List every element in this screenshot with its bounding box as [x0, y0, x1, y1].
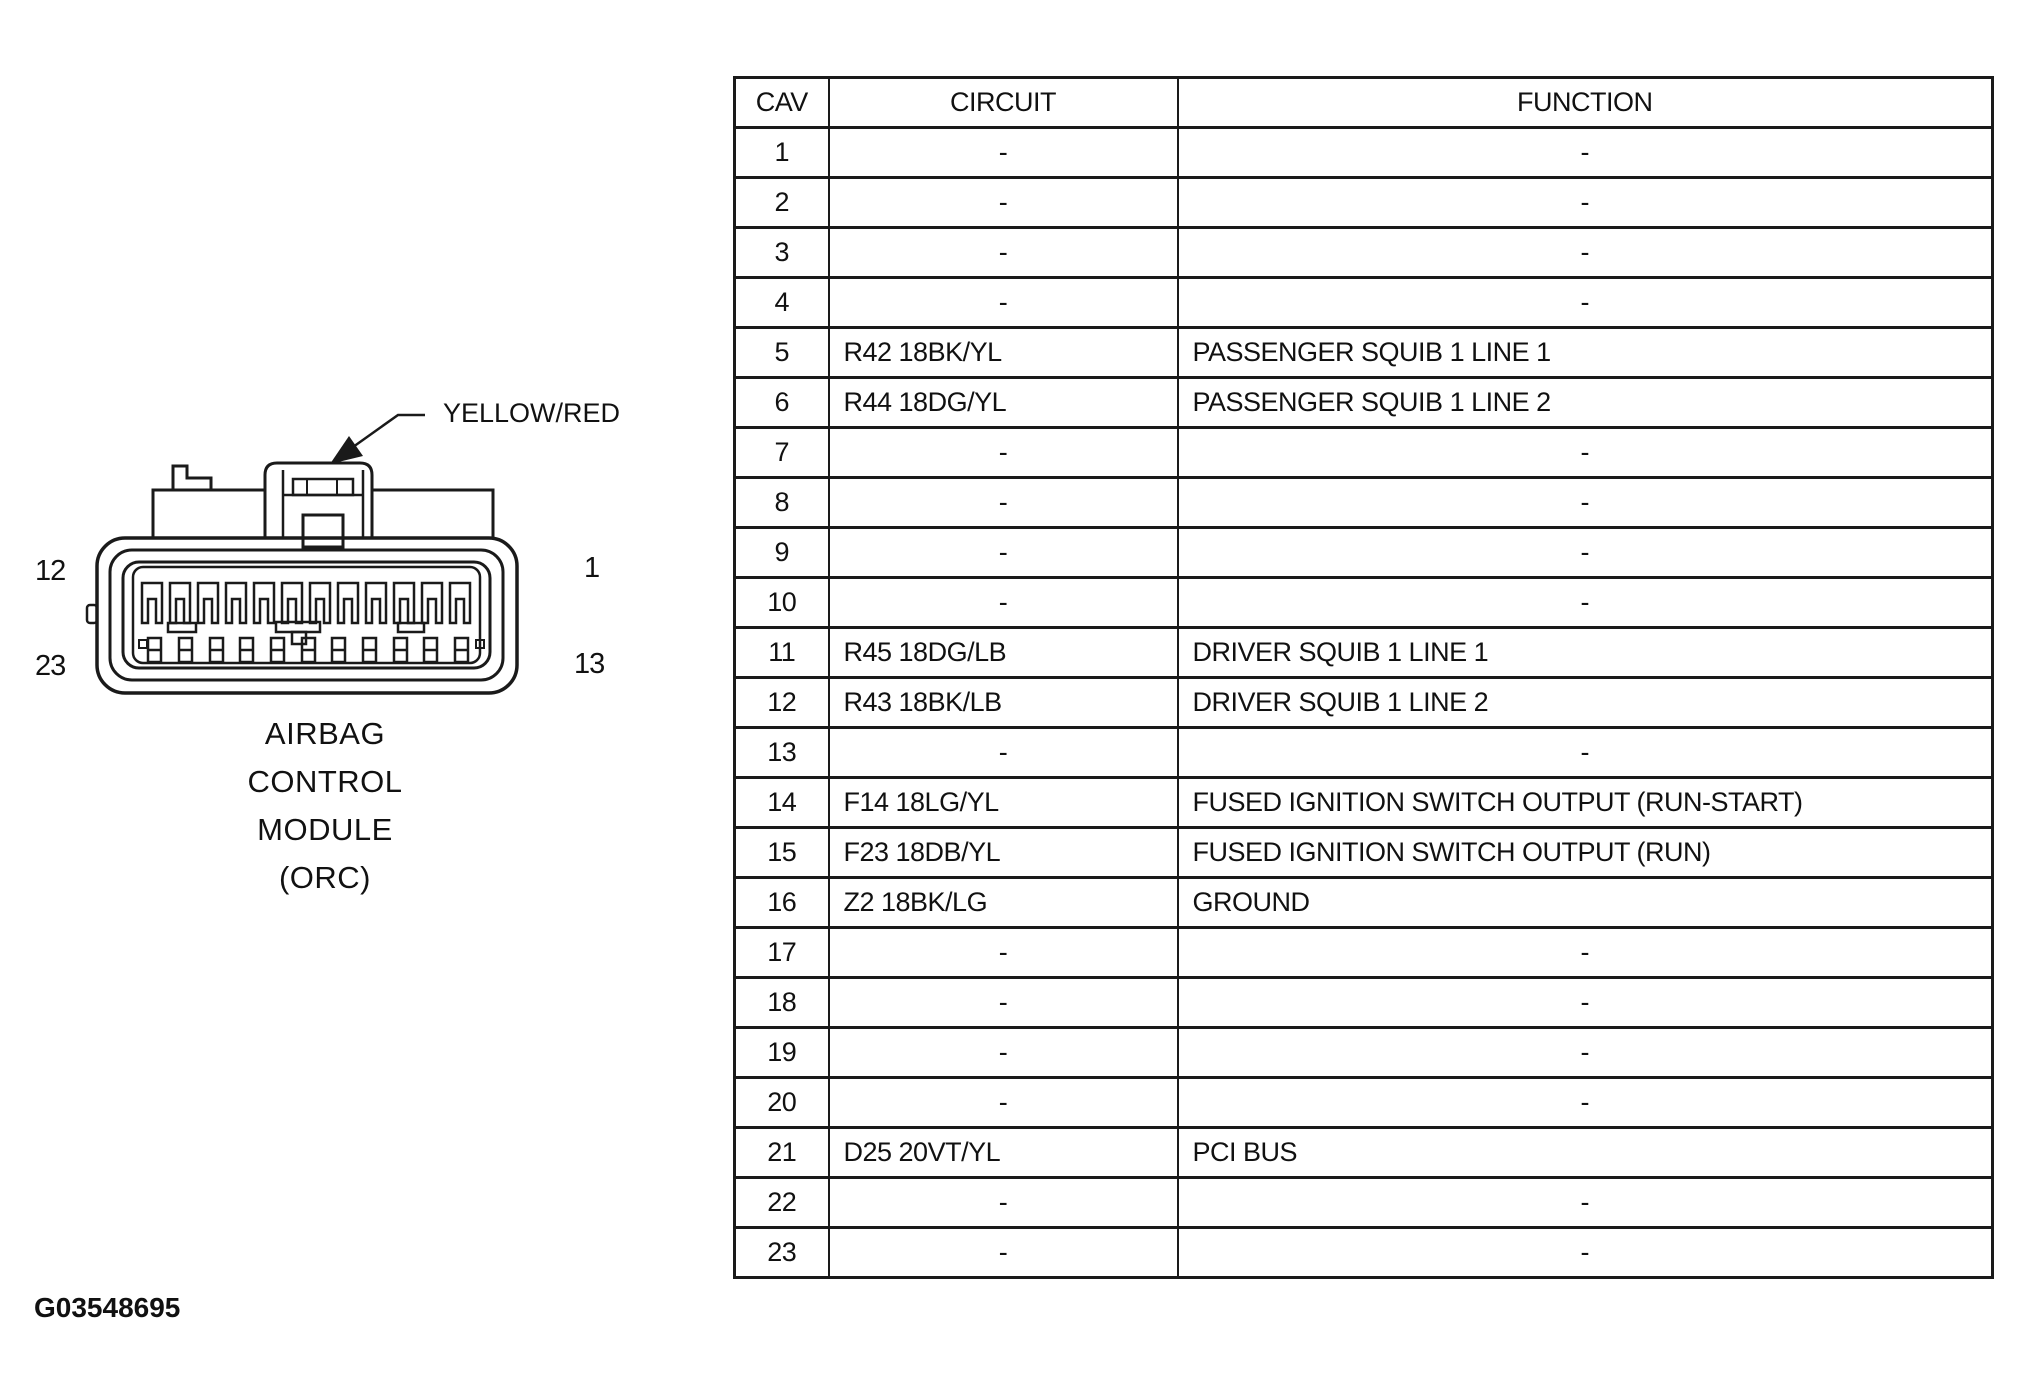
function-cell: - — [1178, 478, 1993, 528]
module-label-line: AIRBAG — [264, 716, 386, 751]
circuit-cell: - — [829, 928, 1178, 978]
header-cav: CAV — [735, 78, 829, 128]
table-row — [735, 528, 1993, 578]
function-cell: - — [1178, 978, 1993, 1028]
function-cell: - — [1178, 928, 1993, 978]
function-cell: PASSENGER SQUIB 1 LINE 1 — [1178, 328, 1993, 378]
circuit-cell: - — [829, 1028, 1178, 1078]
cav-cell: 4 — [735, 278, 829, 328]
cav-cell: 7 — [735, 428, 829, 478]
cav-cell: 19 — [735, 1028, 829, 1078]
table-row — [735, 978, 1993, 1028]
circuit-cell: - — [829, 228, 1178, 278]
table-header-row — [735, 78, 1993, 128]
function-cell: - — [1178, 728, 1993, 778]
table-row — [735, 478, 1993, 528]
cav-cell: 2 — [735, 178, 829, 228]
pin-number-top-left: 12 — [35, 555, 66, 587]
module-label-line: CONTROL — [247, 764, 403, 799]
table-row — [735, 128, 1993, 178]
circuit-cell: - — [829, 528, 1178, 578]
circuit-cell: Z2 18BK/LG — [829, 878, 1178, 928]
function-cell: GROUND — [1178, 878, 1993, 928]
cav-cell: 6 — [735, 378, 829, 428]
circuit-cell: - — [829, 1178, 1178, 1228]
function-cell: - — [1178, 178, 1993, 228]
table-row — [735, 378, 1993, 428]
function-cell: - — [1178, 428, 1993, 478]
circuit-cell: - — [829, 1078, 1178, 1128]
table-row — [735, 878, 1993, 928]
circuit-cell: - — [829, 278, 1178, 328]
circuit-cell: - — [829, 178, 1178, 228]
module-label — [160, 710, 490, 902]
table-row — [735, 778, 1993, 828]
circuit-cell: - — [829, 1228, 1178, 1278]
table-row — [735, 328, 1993, 378]
function-cell: FUSED IGNITION SWITCH OUTPUT (RUN-START) — [1178, 778, 1993, 828]
function-cell: DRIVER SQUIB 1 LINE 1 — [1178, 628, 1993, 678]
circuit-cell: F23 18DB/YL — [829, 828, 1178, 878]
circuit-cell: - — [829, 978, 1178, 1028]
function-cell: FUSED IGNITION SWITCH OUTPUT (RUN) — [1178, 828, 1993, 878]
cav-cell: 10 — [735, 578, 829, 628]
cav-cell: 15 — [735, 828, 829, 878]
table-row — [735, 178, 1993, 228]
pin-number-bottom-left: 23 — [35, 650, 66, 682]
wire-color-label: YELLOW/RED — [443, 398, 621, 428]
table-row — [735, 428, 1993, 478]
table-row — [735, 828, 1993, 878]
function-cell: - — [1178, 228, 1993, 278]
table-row — [735, 1078, 1993, 1128]
table-row — [735, 678, 1993, 728]
pinout-table — [733, 76, 1994, 1279]
circuit-cell: D25 20VT/YL — [829, 1128, 1178, 1178]
cav-cell: 11 — [735, 628, 829, 678]
header-function: FUNCTION — [1178, 78, 1993, 128]
circuit-cell: R42 18BK/YL — [829, 328, 1178, 378]
function-cell: - — [1178, 128, 1993, 178]
pin-number-bottom-right: 13 — [574, 648, 605, 680]
wire-color-arrow — [330, 415, 425, 464]
cav-cell: 5 — [735, 328, 829, 378]
table-row — [735, 1028, 1993, 1078]
circuit-cell: - — [829, 728, 1178, 778]
cav-cell: 16 — [735, 878, 829, 928]
function-cell: - — [1178, 1228, 1993, 1278]
pin-number-top-right: 1 — [584, 552, 600, 584]
function-cell: DRIVER SQUIB 1 LINE 2 — [1178, 678, 1993, 728]
cav-cell: 20 — [735, 1078, 829, 1128]
table-row — [735, 278, 1993, 328]
table-row — [735, 928, 1993, 978]
table-row — [735, 1228, 1993, 1278]
cav-cell: 21 — [735, 1128, 829, 1178]
circuit-cell: R44 18DG/YL — [829, 378, 1178, 428]
function-cell: - — [1178, 578, 1993, 628]
circuit-cell: - — [829, 428, 1178, 478]
cav-cell: 23 — [735, 1228, 829, 1278]
function-cell: - — [1178, 1078, 1993, 1128]
table-row — [735, 1178, 1993, 1228]
circuit-cell: R43 18BK/LB — [829, 678, 1178, 728]
circuit-cell: - — [829, 478, 1178, 528]
function-cell: - — [1178, 1178, 1993, 1228]
cav-cell: 12 — [735, 678, 829, 728]
cav-cell: 1 — [735, 128, 829, 178]
circuit-cell: - — [829, 128, 1178, 178]
cav-cell: 17 — [735, 928, 829, 978]
function-cell: PCI BUS — [1178, 1128, 1993, 1178]
function-cell: - — [1178, 1028, 1993, 1078]
table-row — [735, 228, 1993, 278]
module-label-line: MODULE — [257, 812, 393, 847]
table-row — [735, 728, 1993, 778]
table-row — [735, 578, 1993, 628]
function-cell: - — [1178, 278, 1993, 328]
circuit-cell: R45 18DG/LB — [829, 628, 1178, 678]
function-cell: PASSENGER SQUIB 1 LINE 2 — [1178, 378, 1993, 428]
module-label-line: (ORC) — [278, 860, 372, 895]
circuit-cell: F14 18LG/YL — [829, 778, 1178, 828]
circuit-cell: - — [829, 578, 1178, 628]
cav-cell: 3 — [735, 228, 829, 278]
cav-cell: 18 — [735, 978, 829, 1028]
cav-cell: 14 — [735, 778, 829, 828]
table-row — [735, 1128, 1993, 1178]
cav-cell: 8 — [735, 478, 829, 528]
cav-cell: 22 — [735, 1178, 829, 1228]
pinout-table-body — [735, 128, 1993, 1278]
graphic-id: G03548695 — [34, 1292, 181, 1323]
cav-cell: 13 — [735, 728, 829, 778]
cav-cell: 9 — [735, 528, 829, 578]
header-circuit: CIRCUIT — [829, 78, 1178, 128]
function-cell: - — [1178, 528, 1993, 578]
table-row — [735, 628, 1993, 678]
